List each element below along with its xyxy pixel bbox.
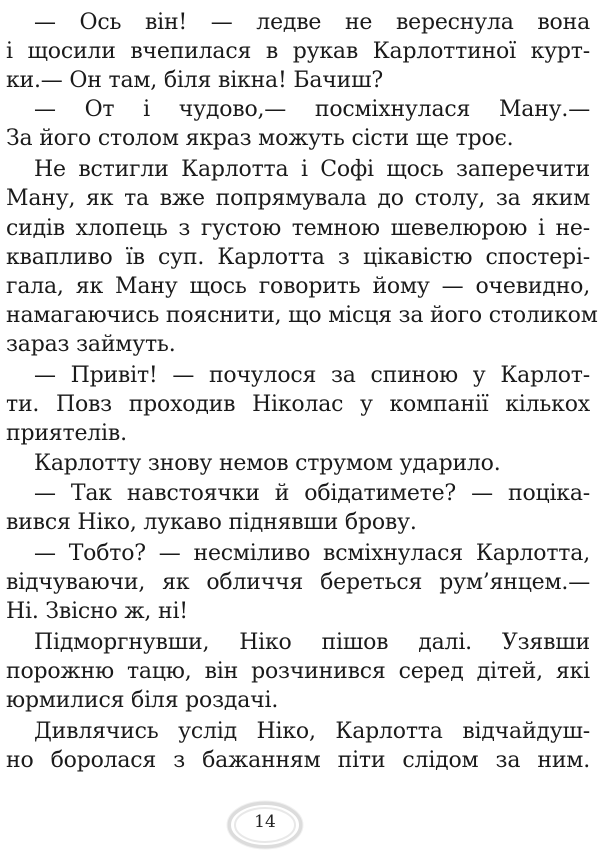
text-line: вився Ніко, лукаво піднявши брову. [6, 510, 417, 535]
text-line: Підморгнувши, Ніко пішов далі. Узявши [34, 630, 590, 655]
page-number: 14 [254, 812, 276, 832]
text-line: ти. Повз проходив Ніколас у компанії кількох [6, 392, 590, 417]
text-line: За його столом якраз можуть сісти ще троє. [6, 126, 514, 151]
text-line: — Так навстоячки й обідатимете? — поціка- [34, 481, 590, 506]
text-line: Дивлячись услід Ніко, Карлотта відчайдуш- [34, 719, 590, 744]
text-line: ки.— Он там, біля вікна! Бачиш? [6, 68, 383, 93]
text-line: — От і чудово,— посміхнулася Ману.— [34, 97, 590, 122]
text-line: — Привіт! — почулося за спиною у Карлот- [34, 363, 590, 388]
text-line: зараз займуть. [6, 332, 176, 357]
text-line: приятелів. [6, 421, 127, 446]
text-line: відчуваючи, як обличчя береться рум’янцем.— [6, 570, 590, 595]
text-line: і щосили вчепилася в рукав Карлоттиної курт- [6, 39, 590, 64]
text-line: намагаючись пояснити, що місця за його столиком [6, 303, 598, 328]
page-footer [225, 800, 305, 850]
text-line: Ні. Звісно ж, ні! [6, 599, 188, 624]
text-line: но боролася з бажанням піти слідом за ним. [6, 748, 590, 773]
text-line: — Тобто? — несміливо всміхнулася Карлотта, [34, 541, 590, 566]
text-line: юрмилися біля роздачі. [6, 688, 279, 713]
text-line: гала, як Ману щось говорить йому — очевидно, [6, 274, 590, 299]
text-line: Карлотту знову немов струмом ударило. [34, 451, 501, 476]
text-line: порожню тацю, він розчинився серед дітей, які [6, 659, 590, 684]
text-line: сидів хлопець з густою темною шевелюрою і не- [6, 216, 590, 241]
text-line: квапливо їв суп. Карлотта з цікавістю спостері- [6, 245, 590, 270]
text-line: Не встигли Карлотта і Софі щось заперечити [34, 157, 590, 182]
text-line: Ману, як та вже попрямувала до столу, за яким [6, 186, 590, 211]
text-line: — Ось він! — ледве не вереснула вона [34, 10, 590, 35]
